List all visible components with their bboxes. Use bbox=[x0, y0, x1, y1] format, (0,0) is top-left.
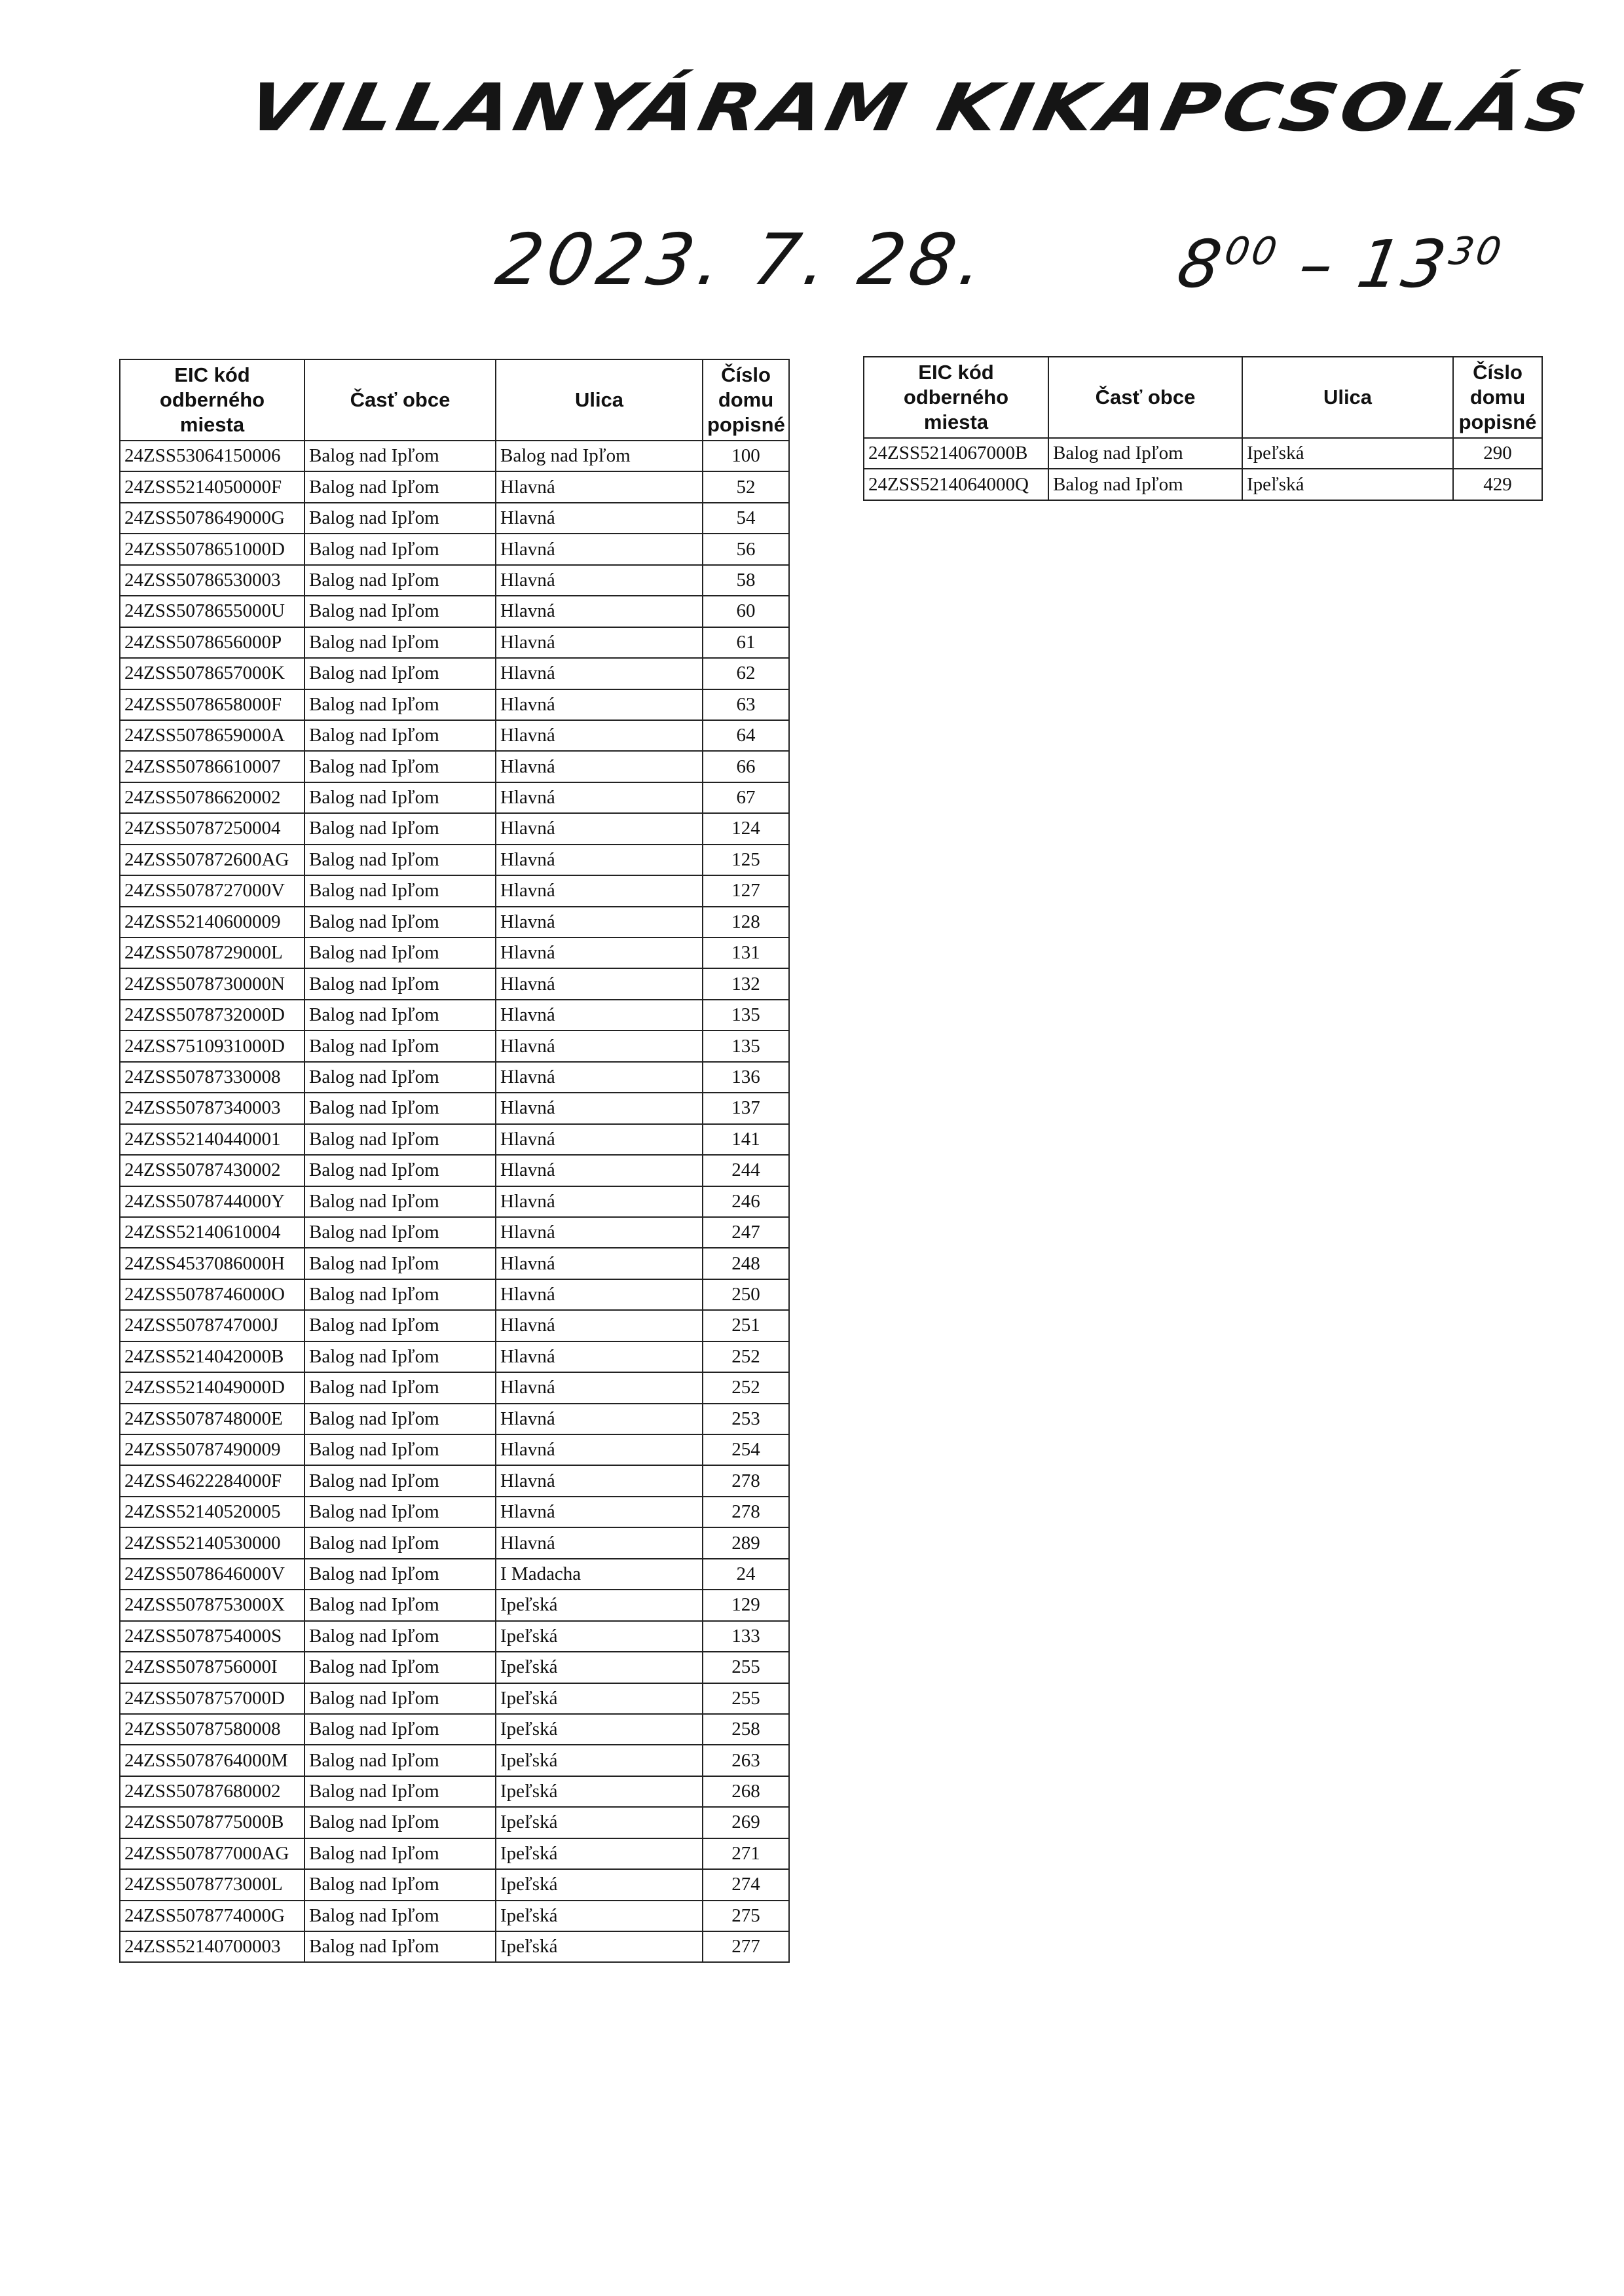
cell-eic: 24ZSS5078730000N bbox=[120, 968, 304, 999]
cell-street: Ipeľská bbox=[496, 1931, 703, 1962]
cell-street: Hlavná bbox=[496, 1434, 703, 1465]
header-part: Časť obce bbox=[1048, 357, 1242, 438]
table-row bbox=[120, 1217, 789, 1248]
table-row bbox=[120, 1901, 789, 1931]
cell-eic: 24ZSS5214049000D bbox=[120, 1372, 304, 1403]
cell-part: Balog nad Ipľom bbox=[304, 1279, 496, 1310]
cell-street: Hlavná bbox=[496, 907, 703, 938]
table-row bbox=[120, 782, 789, 813]
cell-street: Hlavná bbox=[496, 534, 703, 564]
cell-street: Ipeľská bbox=[496, 1683, 703, 1714]
cell-street: Ipeľská bbox=[1242, 469, 1453, 500]
cell-street: Hlavná bbox=[496, 1372, 703, 1403]
cell-street: Hlavná bbox=[496, 1062, 703, 1093]
table-row bbox=[120, 907, 789, 938]
cell-num: 61 bbox=[703, 627, 789, 658]
cell-part: Balog nad Ipľom bbox=[304, 1341, 496, 1372]
cell-eic: 24ZSS7510931000D bbox=[120, 1030, 304, 1061]
table-row bbox=[120, 1776, 789, 1807]
cell-eic: 24ZSS5078656000P bbox=[120, 627, 304, 658]
header-street: Ulica bbox=[1242, 357, 1453, 438]
cell-street: Hlavná bbox=[496, 1404, 703, 1434]
cell-eic: 24ZSS5078748000E bbox=[120, 1404, 304, 1434]
cell-eic: 24ZSS52140530000 bbox=[120, 1527, 304, 1558]
table-row bbox=[120, 1030, 789, 1061]
cell-part: Balog nad Ipľom bbox=[304, 1559, 496, 1590]
table-row bbox=[120, 1279, 789, 1310]
cell-num: 24 bbox=[703, 1559, 789, 1590]
table-row bbox=[120, 938, 789, 968]
cell-num: 275 bbox=[703, 1901, 789, 1931]
eic-table-right bbox=[863, 356, 1543, 501]
cell-num: 136 bbox=[703, 1062, 789, 1093]
cell-street: Ipeľská bbox=[496, 1838, 703, 1869]
cell-eic: 24ZSS50787340003 bbox=[120, 1093, 304, 1123]
cell-part: Balog nad Ipľom bbox=[304, 1465, 496, 1496]
header-eic-line3: miesta bbox=[179, 413, 245, 436]
cell-part: Balog nad Ipľom bbox=[304, 1434, 496, 1465]
cell-num: 100 bbox=[703, 441, 789, 471]
cell-num: 133 bbox=[703, 1621, 789, 1652]
cell-num: 258 bbox=[703, 1714, 789, 1745]
cell-num: 131 bbox=[703, 938, 789, 968]
cell-street: Hlavná bbox=[496, 1155, 703, 1186]
cell-eic: 24ZSS5078744000Y bbox=[120, 1186, 304, 1217]
cell-num: 124 bbox=[703, 813, 789, 844]
table-row bbox=[120, 1093, 789, 1123]
cell-street: Ipeľská bbox=[496, 1807, 703, 1838]
cell-part: Balog nad Ipľom bbox=[1048, 469, 1242, 500]
header-eic-line3: miesta bbox=[923, 410, 989, 433]
cell-part: Balog nad Ipľom bbox=[304, 1248, 496, 1279]
table-row bbox=[120, 1807, 789, 1838]
table-row bbox=[120, 751, 789, 782]
cell-num: 62 bbox=[703, 658, 789, 689]
cell-eic: 24ZSS4622284000F bbox=[120, 1465, 304, 1496]
table-row bbox=[120, 1652, 789, 1683]
table-row bbox=[120, 596, 789, 627]
handwritten-date: 2023. 7. 28. bbox=[490, 219, 995, 301]
cell-eic: 24ZSS5078753000X bbox=[120, 1590, 304, 1620]
cell-eic: 24ZSS5078757000D bbox=[120, 1683, 304, 1714]
cell-part: Balog nad Ipľom bbox=[304, 627, 496, 658]
cell-num: 60 bbox=[703, 596, 789, 627]
handwritten-time: $8^{00} - 13^{30}$ bbox=[1172, 226, 1507, 302]
cell-num: 271 bbox=[703, 1838, 789, 1869]
table-row bbox=[120, 1372, 789, 1403]
cell-part: Balog nad Ipľom bbox=[304, 782, 496, 813]
cell-eic: 24ZSS5078774000G bbox=[120, 1901, 304, 1931]
cell-num: 137 bbox=[703, 1093, 789, 1123]
cell-part: Balog nad Ipľom bbox=[304, 813, 496, 844]
cell-street: Hlavná bbox=[496, 720, 703, 751]
header-num-line3: popisné bbox=[1458, 410, 1537, 433]
table-row bbox=[120, 1434, 789, 1465]
time-end: 13 bbox=[1352, 226, 1454, 302]
cell-num: 248 bbox=[703, 1248, 789, 1279]
cell-eic: 24ZSS5078646000V bbox=[120, 1559, 304, 1590]
cell-eic: 24ZSS5078732000D bbox=[120, 1000, 304, 1030]
cell-street: Ipeľská bbox=[1242, 438, 1453, 469]
cell-part: Balog nad Ipľom bbox=[304, 1310, 496, 1341]
table-row bbox=[120, 689, 789, 720]
cell-num: 250 bbox=[703, 1279, 789, 1310]
cell-street: Hlavná bbox=[496, 471, 703, 502]
cell-part: Balog nad Ipľom bbox=[1048, 438, 1242, 469]
table-row bbox=[120, 968, 789, 999]
cell-num: 255 bbox=[703, 1652, 789, 1683]
cell-street: Hlavná bbox=[496, 1527, 703, 1558]
cell-part: Balog nad Ipľom bbox=[304, 1901, 496, 1931]
table-row bbox=[120, 1838, 789, 1869]
table-row bbox=[864, 438, 1542, 469]
cell-num: 263 bbox=[703, 1745, 789, 1776]
cell-part: Balog nad Ipľom bbox=[304, 1093, 496, 1123]
header-eic-line1: EIC kód bbox=[174, 363, 250, 386]
cell-num: 52 bbox=[703, 471, 789, 502]
header-eic bbox=[120, 359, 304, 441]
table-body-right bbox=[864, 438, 1542, 500]
cell-eic: 24ZSS52140440001 bbox=[120, 1124, 304, 1155]
table-header-row bbox=[120, 359, 789, 441]
cell-eic: 24ZSS5078756000I bbox=[120, 1652, 304, 1683]
cell-street: Hlavná bbox=[496, 1341, 703, 1372]
cell-part: Balog nad Ipľom bbox=[304, 875, 496, 906]
cell-part: Balog nad Ipľom bbox=[304, 751, 496, 782]
header-eic-line2: odberného bbox=[903, 386, 1009, 409]
cell-num: 255 bbox=[703, 1683, 789, 1714]
cell-num: 290 bbox=[1453, 438, 1542, 469]
cell-eic: 24ZSS5078659000A bbox=[120, 720, 304, 751]
header-num-line2: domu bbox=[1469, 386, 1526, 409]
cell-eic: 24ZSS5078773000L bbox=[120, 1869, 304, 1900]
cell-street: Hlavná bbox=[496, 1124, 703, 1155]
header-num-line1: Číslo bbox=[1473, 361, 1522, 384]
cell-eic: 24ZSS50787250004 bbox=[120, 813, 304, 844]
cell-num: 66 bbox=[703, 751, 789, 782]
table-header-row bbox=[864, 357, 1542, 438]
time-start-minutes: 00 bbox=[1221, 228, 1283, 274]
cell-eic: 24ZSS507877000AG bbox=[120, 1838, 304, 1869]
cell-street: Hlavná bbox=[496, 782, 703, 813]
cell-street: Hlavná bbox=[496, 627, 703, 658]
cell-street: Hlavná bbox=[496, 1093, 703, 1123]
cell-part: Balog nad Ipľom bbox=[304, 1652, 496, 1683]
table-row bbox=[120, 813, 789, 844]
header-num bbox=[703, 359, 789, 441]
cell-eic: 24ZSS50787680002 bbox=[120, 1776, 304, 1807]
cell-eic: 24ZSS5214042000B bbox=[120, 1341, 304, 1372]
cell-eic: 24ZSS5078775000B bbox=[120, 1807, 304, 1838]
table-row bbox=[120, 1465, 789, 1496]
cell-eic: 24ZSS5214067000B bbox=[864, 438, 1048, 469]
cell-num: 127 bbox=[703, 875, 789, 906]
cell-part: Balog nad Ipľom bbox=[304, 503, 496, 534]
table-row bbox=[120, 1124, 789, 1155]
eic-table-left bbox=[119, 359, 790, 1963]
cell-part: Balog nad Ipľom bbox=[304, 938, 496, 968]
cell-num: 252 bbox=[703, 1372, 789, 1403]
table-row bbox=[120, 875, 789, 906]
cell-eic: 24ZSS50786610007 bbox=[120, 751, 304, 782]
cell-eic: 24ZSS50787330008 bbox=[120, 1062, 304, 1093]
cell-part: Balog nad Ipľom bbox=[304, 968, 496, 999]
cell-num: 56 bbox=[703, 534, 789, 564]
cell-part: Balog nad Ipľom bbox=[304, 1404, 496, 1434]
cell-part: Balog nad Ipľom bbox=[304, 1062, 496, 1093]
cell-street: Hlavná bbox=[496, 751, 703, 782]
cell-eic: 24ZSS5078729000L bbox=[120, 938, 304, 968]
cell-street: Hlavná bbox=[496, 689, 703, 720]
cell-street: Hlavná bbox=[496, 1186, 703, 1217]
cell-num: 289 bbox=[703, 1527, 789, 1558]
table-row bbox=[120, 503, 789, 534]
cell-num: 251 bbox=[703, 1310, 789, 1341]
table-row bbox=[120, 1590, 789, 1620]
cell-part: Balog nad Ipľom bbox=[304, 1838, 496, 1869]
cell-num: 132 bbox=[703, 968, 789, 999]
cell-eic: 24ZSS50786620002 bbox=[120, 782, 304, 813]
cell-part: Balog nad Ipľom bbox=[304, 1869, 496, 1900]
cell-street: Hlavná bbox=[496, 1248, 703, 1279]
cell-num: 64 bbox=[703, 720, 789, 751]
cell-num: 278 bbox=[703, 1497, 789, 1527]
cell-part: Balog nad Ipľom bbox=[304, 1217, 496, 1248]
cell-part: Balog nad Ipľom bbox=[304, 441, 496, 471]
table-row bbox=[120, 441, 789, 471]
table-row bbox=[120, 1248, 789, 1279]
cell-num: 269 bbox=[703, 1807, 789, 1838]
cell-eic: 24ZSS507872600AG bbox=[120, 845, 304, 875]
cell-street: Hlavná bbox=[496, 1310, 703, 1341]
cell-part: Balog nad Ipľom bbox=[304, 1931, 496, 1962]
cell-street: Ipeľská bbox=[496, 1901, 703, 1931]
cell-street: Ipeľská bbox=[496, 1621, 703, 1652]
cell-num: 125 bbox=[703, 845, 789, 875]
table-row bbox=[120, 845, 789, 875]
cell-part: Balog nad Ipľom bbox=[304, 907, 496, 938]
cell-num: 274 bbox=[703, 1869, 789, 1900]
cell-street: Balog nad Ipľom bbox=[496, 441, 703, 471]
cell-street: Hlavná bbox=[496, 938, 703, 968]
cell-part: Balog nad Ipľom bbox=[304, 565, 496, 596]
cell-street: Hlavná bbox=[496, 658, 703, 689]
cell-eic: 24ZSS5214064000Q bbox=[864, 469, 1048, 500]
cell-num: 247 bbox=[703, 1217, 789, 1248]
table-row bbox=[120, 1931, 789, 1962]
cell-eic: 24ZSS5078747000J bbox=[120, 1310, 304, 1341]
cell-eic: 24ZSS5078746000O bbox=[120, 1279, 304, 1310]
cell-eic: 24ZSS52140610004 bbox=[120, 1217, 304, 1248]
table-row bbox=[120, 471, 789, 502]
cell-num: 135 bbox=[703, 1000, 789, 1030]
cell-part: Balog nad Ipľom bbox=[304, 1590, 496, 1620]
cell-eic: 24ZSS5078657000K bbox=[120, 658, 304, 689]
table-row bbox=[120, 534, 789, 564]
cell-eic: 24ZSS53064150006 bbox=[120, 441, 304, 471]
table-row bbox=[120, 1683, 789, 1714]
cell-street: Hlavná bbox=[496, 503, 703, 534]
table-row bbox=[120, 1062, 789, 1093]
cell-part: Balog nad Ipľom bbox=[304, 534, 496, 564]
cell-street: Hlavná bbox=[496, 565, 703, 596]
cell-street: Hlavná bbox=[496, 596, 703, 627]
cell-num: 254 bbox=[703, 1434, 789, 1465]
cell-eic: 24ZSS5078651000D bbox=[120, 534, 304, 564]
table-row bbox=[120, 1497, 789, 1527]
table-row bbox=[120, 1869, 789, 1900]
cell-part: Balog nad Ipľom bbox=[304, 1155, 496, 1186]
cell-eic: 24ZSS50787580008 bbox=[120, 1714, 304, 1745]
cell-part: Balog nad Ipľom bbox=[304, 720, 496, 751]
table-row bbox=[120, 1000, 789, 1030]
cell-eic: 24ZSS5078655000U bbox=[120, 596, 304, 627]
cell-part: Balog nad Ipľom bbox=[304, 1497, 496, 1527]
cell-eic: 24ZSS5078658000F bbox=[120, 689, 304, 720]
cell-part: Balog nad Ipľom bbox=[304, 1683, 496, 1714]
cell-num: 128 bbox=[703, 907, 789, 938]
cell-street: Ipeľská bbox=[496, 1745, 703, 1776]
cell-street: Hlavná bbox=[496, 845, 703, 875]
table-body-left bbox=[120, 441, 789, 1962]
header-num bbox=[1453, 357, 1542, 438]
cell-eic: 24ZSS5078764000M bbox=[120, 1745, 304, 1776]
cell-part: Balog nad Ipľom bbox=[304, 1527, 496, 1558]
header-street: Ulica bbox=[496, 359, 703, 441]
header-eic bbox=[864, 357, 1048, 438]
cell-street: Hlavná bbox=[496, 968, 703, 999]
cell-num: 252 bbox=[703, 1341, 789, 1372]
header-eic-line2: odberného bbox=[159, 388, 265, 411]
cell-street: Hlavná bbox=[496, 813, 703, 844]
cell-street: Hlavná bbox=[496, 875, 703, 906]
table-row bbox=[120, 1621, 789, 1652]
table-row bbox=[120, 565, 789, 596]
cell-part: Balog nad Ipľom bbox=[304, 1776, 496, 1807]
cell-street: Hlavná bbox=[496, 1465, 703, 1496]
table-row bbox=[120, 1714, 789, 1745]
cell-eic: 24ZSS5078649000G bbox=[120, 503, 304, 534]
cell-part: Balog nad Ipľom bbox=[304, 1000, 496, 1030]
cell-street: Hlavná bbox=[496, 1217, 703, 1248]
header-num-line1: Číslo bbox=[721, 363, 771, 386]
cell-street: Hlavná bbox=[496, 1030, 703, 1061]
header-eic-line1: EIC kód bbox=[918, 361, 994, 384]
cell-num: 58 bbox=[703, 565, 789, 596]
table-row bbox=[120, 1310, 789, 1341]
cell-part: Balog nad Ipľom bbox=[304, 1745, 496, 1776]
cell-num: 67 bbox=[703, 782, 789, 813]
cell-num: 54 bbox=[703, 503, 789, 534]
cell-part: Balog nad Ipľom bbox=[304, 1030, 496, 1061]
cell-num: 129 bbox=[703, 1590, 789, 1620]
cell-num: 246 bbox=[703, 1186, 789, 1217]
cell-part: Balog nad Ipľom bbox=[304, 1714, 496, 1745]
cell-num: 253 bbox=[703, 1404, 789, 1434]
cell-part: Balog nad Ipľom bbox=[304, 1372, 496, 1403]
time-end-minutes: 30 bbox=[1445, 228, 1507, 274]
cell-num: 268 bbox=[703, 1776, 789, 1807]
table-row bbox=[120, 1155, 789, 1186]
cell-eic: 24ZSS4537086000H bbox=[120, 1248, 304, 1279]
cell-eic: 24ZSS50787430002 bbox=[120, 1155, 304, 1186]
cell-num: 278 bbox=[703, 1465, 789, 1496]
table-row bbox=[120, 658, 789, 689]
cell-part: Balog nad Ipľom bbox=[304, 1186, 496, 1217]
table-row bbox=[120, 1404, 789, 1434]
cell-street: Ipeľská bbox=[496, 1714, 703, 1745]
table-row bbox=[120, 1745, 789, 1776]
cell-num: 277 bbox=[703, 1931, 789, 1962]
cell-part: Balog nad Ipľom bbox=[304, 1124, 496, 1155]
cell-eic: 24ZSS5214050000F bbox=[120, 471, 304, 502]
cell-eic: 24ZSS52140520005 bbox=[120, 1497, 304, 1527]
table-row bbox=[120, 1186, 789, 1217]
cell-eic: 24ZSS52140700003 bbox=[120, 1931, 304, 1962]
cell-street: Hlavná bbox=[496, 1000, 703, 1030]
cell-eic: 24ZSS5078727000V bbox=[120, 875, 304, 906]
cell-part: Balog nad Ipľom bbox=[304, 658, 496, 689]
cell-part: Balog nad Ipľom bbox=[304, 471, 496, 502]
cell-street: Ipeľská bbox=[496, 1776, 703, 1807]
cell-street: I Madacha bbox=[496, 1559, 703, 1590]
cell-eic: 24ZSS5078754000S bbox=[120, 1621, 304, 1652]
table-row bbox=[120, 720, 789, 751]
cell-part: Balog nad Ipľom bbox=[304, 1621, 496, 1652]
header-num-line2: domu bbox=[718, 388, 774, 411]
cell-eic: 24ZSS52140600009 bbox=[120, 907, 304, 938]
table-row bbox=[120, 627, 789, 658]
cell-street: Hlavná bbox=[496, 1279, 703, 1310]
table-row bbox=[120, 1341, 789, 1372]
table-row bbox=[864, 469, 1542, 500]
cell-num: 141 bbox=[703, 1124, 789, 1155]
cell-eic: 24ZSS50787490009 bbox=[120, 1434, 304, 1465]
cell-street: Ipeľská bbox=[496, 1590, 703, 1620]
cell-street: Ipeľská bbox=[496, 1869, 703, 1900]
cell-num: 135 bbox=[703, 1030, 789, 1061]
cell-street: Ipeľská bbox=[496, 1652, 703, 1683]
cell-part: Balog nad Ipľom bbox=[304, 596, 496, 627]
time-start: 8 bbox=[1172, 226, 1230, 302]
header-part: Časť obce bbox=[304, 359, 496, 441]
table-row bbox=[120, 1559, 789, 1590]
handwritten-title: VILLANYÁRAM KIKAPCSOLÁS bbox=[240, 69, 1596, 146]
cell-num: 63 bbox=[703, 689, 789, 720]
cell-part: Balog nad Ipľom bbox=[304, 1807, 496, 1838]
cell-num: 429 bbox=[1453, 469, 1542, 500]
cell-eic: 24ZSS50786530003 bbox=[120, 565, 304, 596]
table-row bbox=[120, 1527, 789, 1558]
header-num-line3: popisné bbox=[707, 413, 785, 436]
cell-street: Hlavná bbox=[496, 1497, 703, 1527]
cell-num: 244 bbox=[703, 1155, 789, 1186]
cell-part: Balog nad Ipľom bbox=[304, 845, 496, 875]
cell-part: Balog nad Ipľom bbox=[304, 689, 496, 720]
